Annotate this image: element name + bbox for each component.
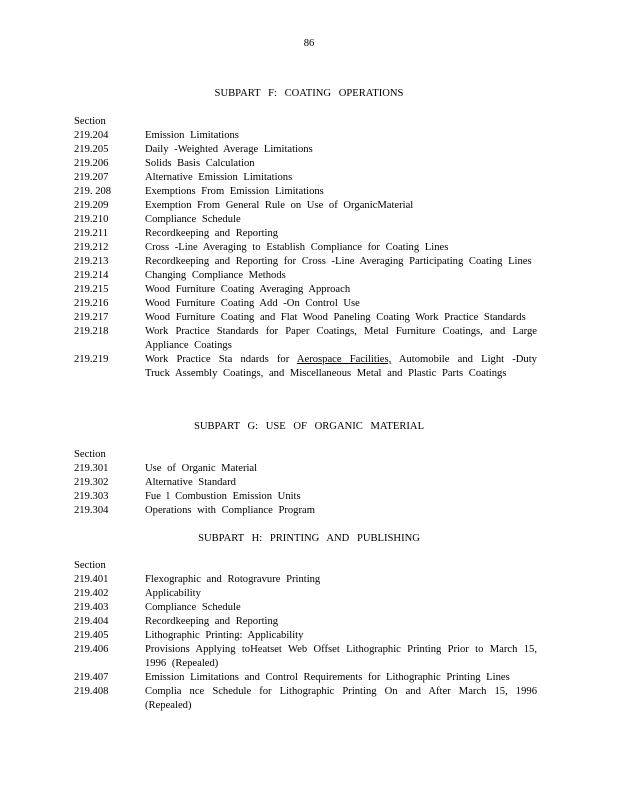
- section-title: Recordkeeping and Reporting: [145, 616, 279, 627]
- section-number: 219.214: [74, 270, 109, 281]
- section-number: 219.213: [74, 256, 109, 267]
- list-item: [74, 615, 544, 629]
- section-label: Section: [74, 560, 106, 571]
- list-item: [74, 255, 544, 269]
- section-title: Emission Limitations and Control Requirements for Lithographic Printing Lines: [145, 672, 510, 683]
- list-item: [74, 573, 544, 587]
- section-title: Wood Furniture Coating Add -On Control Use: [145, 298, 360, 309]
- list-item: [74, 227, 544, 241]
- section-number: 219.408: [74, 686, 109, 697]
- list-item: [74, 171, 544, 185]
- section-title: Fue l Combustion Emission Units: [145, 491, 301, 502]
- section-title: Operations with Compliance Program: [145, 505, 315, 516]
- section-title: Changing Compliance Methods: [145, 270, 286, 281]
- list-item: [74, 283, 544, 297]
- section-number: 219.403: [74, 602, 109, 613]
- section-title: Flexographic and Rotogravure Printing: [145, 574, 321, 585]
- list-item: [74, 157, 544, 171]
- section-title: Work Practice Standards for Paper Coatings, Metal Furniture Coatings, and Large Appliance Coatings: [145, 326, 537, 351]
- section-number: 219.212: [74, 242, 109, 253]
- list-item: [74, 311, 544, 325]
- subpart-f-section-list: [74, 115, 544, 381]
- list-item: [74, 241, 544, 255]
- list-item: [74, 199, 544, 213]
- section-label: Section: [74, 116, 106, 127]
- list-item: [74, 643, 544, 671]
- section-title: Lithographic Printing: Applicability: [145, 630, 304, 641]
- subpart-h-heading: SUBPART H: PRINTING AND PUBLISHING: [198, 533, 420, 544]
- section-title: Emission Limitations: [145, 130, 239, 141]
- section-title: Exemption From General Rule on Use of OrganicMaterial: [145, 200, 414, 211]
- section-title: Wood Furniture Coating Averaging Approach: [145, 284, 351, 295]
- section-title: Applicability: [145, 588, 201, 599]
- section-number: 219.215: [74, 284, 109, 295]
- section-number: 219.302: [74, 477, 109, 488]
- section-number: 219.303: [74, 491, 109, 502]
- list-item: [74, 685, 544, 713]
- list-item: [74, 353, 544, 381]
- list-item: [74, 504, 544, 518]
- subpart-h-section-list: [74, 559, 544, 713]
- section-title: Recordkeeping and Reporting for Cross -Line Averaging Participating Coating Lines: [145, 256, 532, 267]
- section-label: Section: [74, 449, 106, 460]
- list-item: [74, 476, 544, 490]
- section-title: Recordkeeping and Reporting: [145, 228, 279, 239]
- list-item: [74, 185, 544, 199]
- page-number: 86: [303, 38, 315, 49]
- list-item: [74, 325, 544, 353]
- section-number: 219.210: [74, 214, 109, 225]
- section-title: Cross -Line Averaging to Establish Compliance for Coating Lines: [145, 242, 449, 253]
- list-item: [74, 587, 544, 601]
- section-title: Alternative Emission Limitations: [145, 172, 293, 183]
- section-number: 219.404: [74, 616, 109, 627]
- section-number: 219.211: [74, 228, 109, 239]
- list-item: [74, 269, 544, 283]
- list-item: [74, 490, 544, 504]
- section-number: 219.204: [74, 130, 109, 141]
- section-title: Solids Basis Calculation: [145, 158, 255, 169]
- section-title: Daily -Weighted Average Limitations: [145, 144, 313, 155]
- section-number: 219.301: [74, 463, 109, 474]
- subpart-g-section-list: [74, 448, 544, 518]
- section-number: 219.401: [74, 574, 109, 585]
- section-number: 219.216: [74, 298, 109, 309]
- section-number: 219.218: [74, 326, 109, 337]
- section-number: 219.209: [74, 200, 109, 211]
- section-title: Exemptions From Emission Limitations: [145, 186, 324, 197]
- section-title: Use of Organic Material: [145, 463, 258, 474]
- subpart-f-heading: SUBPART F: COATING OPERATIONS: [214, 88, 404, 99]
- section-number: 219. 208: [74, 186, 112, 197]
- section-number: 219.205: [74, 144, 109, 155]
- section-number: 219.405: [74, 630, 109, 641]
- list-item: [74, 213, 544, 227]
- section-title: Wood Furniture Coating and Flat Wood Paneling Coating Work Practice Standards: [145, 312, 526, 323]
- section-title: Alternative Standard: [145, 477, 236, 488]
- list-item: [74, 601, 544, 615]
- list-item: [74, 629, 544, 643]
- list-item: [74, 297, 544, 311]
- section-number: 219.217: [74, 312, 109, 323]
- section-number: 219.402: [74, 588, 109, 599]
- section-title: Complia nce Schedule for Lithographic Printing On and After March 15, 1996 (Repealed): [145, 686, 537, 711]
- list-item: [74, 129, 544, 143]
- list-item: [74, 671, 544, 685]
- section-number: 219.219: [74, 354, 109, 365]
- section-number: 219.206: [74, 158, 109, 169]
- underlined-text: Aerospace Facilities,: [296, 354, 392, 365]
- title-text: Automobile and Light -Duty Truck Assembly Coatings, and Miscellaneous Metal and Plastic Parts Coatings: [145, 354, 537, 379]
- list-item: [74, 143, 544, 157]
- section-number: 219.207: [74, 172, 109, 183]
- list-item: [74, 462, 544, 476]
- section-number: 219.407: [74, 672, 109, 683]
- section-number: 219.304: [74, 505, 109, 516]
- section-title: [145, 353, 537, 381]
- title-text: Work Practice Sta ndards for: [145, 354, 290, 365]
- section-title: Compliance Schedule: [145, 602, 241, 613]
- section-title: Compliance Schedule: [145, 214, 241, 225]
- section-number: 219.406: [74, 644, 109, 655]
- section-title: Provisions Applying toHeatset Web Offset Lithographic Printing Prior to March 15, 1996 (Repealed): [145, 644, 537, 669]
- subpart-g-heading: SUBPART G: USE OF ORGANIC MATERIAL: [193, 421, 425, 432]
